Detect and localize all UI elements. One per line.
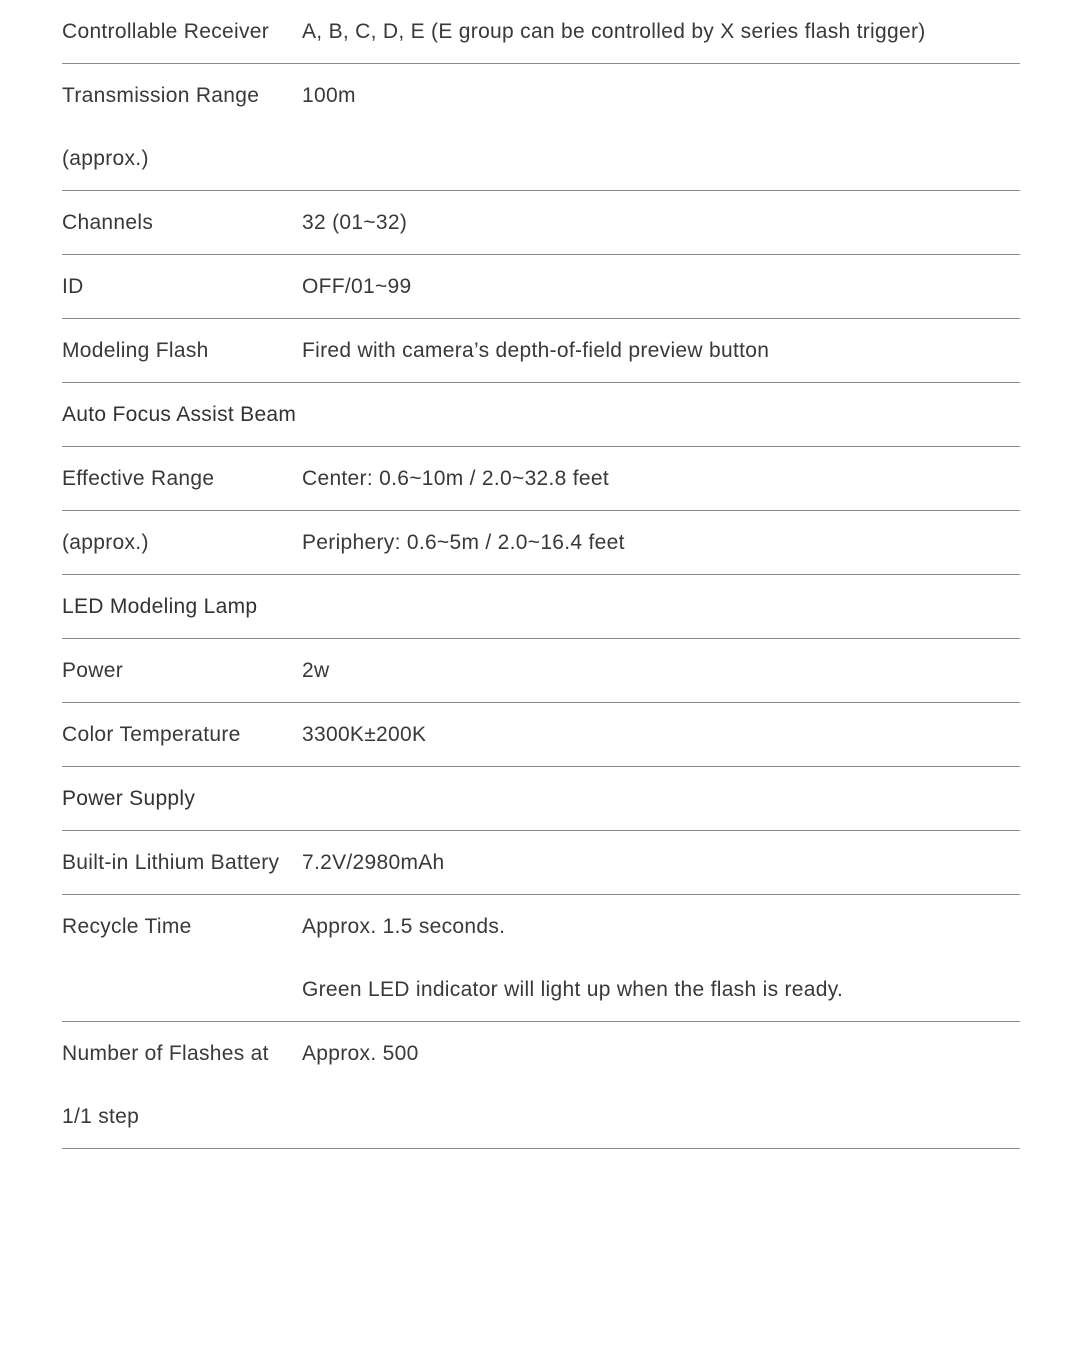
spec-label	[62, 255, 302, 318]
spec-value	[302, 447, 1020, 510]
spec-label-text: Channels	[62, 211, 154, 234]
spec-label	[62, 831, 302, 894]
section-row	[62, 383, 1020, 447]
spec-row	[62, 703, 1020, 767]
spec-value	[302, 1022, 1020, 1085]
spec-value-text: Fired with camera’s depth-of-field preview button	[302, 339, 770, 362]
spec-value	[302, 895, 1020, 1021]
spec-row	[62, 255, 1020, 319]
spec-row	[62, 1022, 1020, 1149]
spec-value-text: 100m	[302, 84, 356, 107]
spec-label	[62, 191, 302, 254]
section-header: Auto Focus Assist Beam	[62, 403, 297, 426]
spec-row	[62, 895, 1020, 1022]
spec-table	[62, 0, 1020, 1149]
spec-label	[62, 895, 302, 958]
spec-row	[62, 64, 1020, 191]
spec-value-text: OFF/01~99	[302, 275, 412, 298]
spec-label-text: 1/1 step	[62, 1105, 140, 1128]
spec-label	[62, 639, 302, 702]
spec-value-text: Approx. 500	[302, 1042, 419, 1065]
spec-label-text: Modeling Flash	[62, 339, 209, 362]
spec-row	[62, 0, 1020, 64]
spec-label-text: Controllable Receiver	[62, 20, 270, 43]
spec-value	[302, 64, 1020, 127]
spec-value-text: Approx. 1.5 seconds.	[302, 915, 506, 938]
spec-value-text: 3300K±200K	[302, 723, 427, 746]
spec-label	[62, 511, 302, 574]
spec-label	[62, 1022, 302, 1148]
spec-row	[62, 191, 1020, 255]
spec-label-text: Color Temperature	[62, 723, 241, 746]
section-header: Power Supply	[62, 787, 196, 810]
spec-label	[62, 447, 302, 510]
spec-value-text: 32 (01~32)	[302, 211, 408, 234]
spec-row	[62, 511, 1020, 575]
spec-row	[62, 831, 1020, 895]
spec-row	[62, 319, 1020, 383]
spec-label-text: (approx.)	[62, 531, 149, 554]
spec-value-text: 7.2V/2980mAh	[302, 851, 445, 874]
spec-value	[302, 255, 1020, 318]
spec-label-text: (approx.)	[62, 147, 149, 170]
spec-value-text: Periphery: 0.6~5m / 2.0~16.4 feet	[302, 531, 625, 554]
spec-label-text: Power	[62, 659, 124, 682]
spec-value	[302, 703, 1020, 766]
spec-row	[62, 447, 1020, 511]
spec-value-text: A, B, C, D, E (E group can be controlled by X series flash trigger)	[302, 20, 926, 43]
spec-label-text: Transmission Range	[62, 84, 260, 107]
spec-value	[302, 191, 1020, 254]
spec-value-text: Center: 0.6~10m / 2.0~32.8 feet	[302, 467, 610, 490]
spec-label-text: Effective Range	[62, 467, 215, 490]
spec-value	[302, 0, 1020, 63]
spec-label	[62, 319, 302, 382]
spec-value	[302, 831, 1020, 894]
spec-row	[62, 639, 1020, 703]
spec-label-text: Number of Flashes at	[62, 1042, 269, 1065]
spec-value	[302, 511, 1020, 574]
section-header: LED Modeling Lamp	[62, 595, 258, 618]
spec-label	[62, 703, 302, 766]
spec-value-text: Green LED indicator will light up when the flash is ready.	[302, 978, 844, 1001]
spec-label-text: Built-in Lithium Battery	[62, 851, 280, 874]
spec-value	[302, 639, 1020, 702]
section-row	[62, 575, 1020, 639]
spec-label	[62, 64, 302, 190]
spec-label-text: Recycle Time	[62, 915, 192, 938]
spec-label	[62, 0, 302, 63]
spec-label-text: ID	[62, 275, 84, 298]
section-row	[62, 767, 1020, 831]
spec-value	[302, 319, 1020, 382]
spec-value-text: 2w	[302, 659, 330, 682]
